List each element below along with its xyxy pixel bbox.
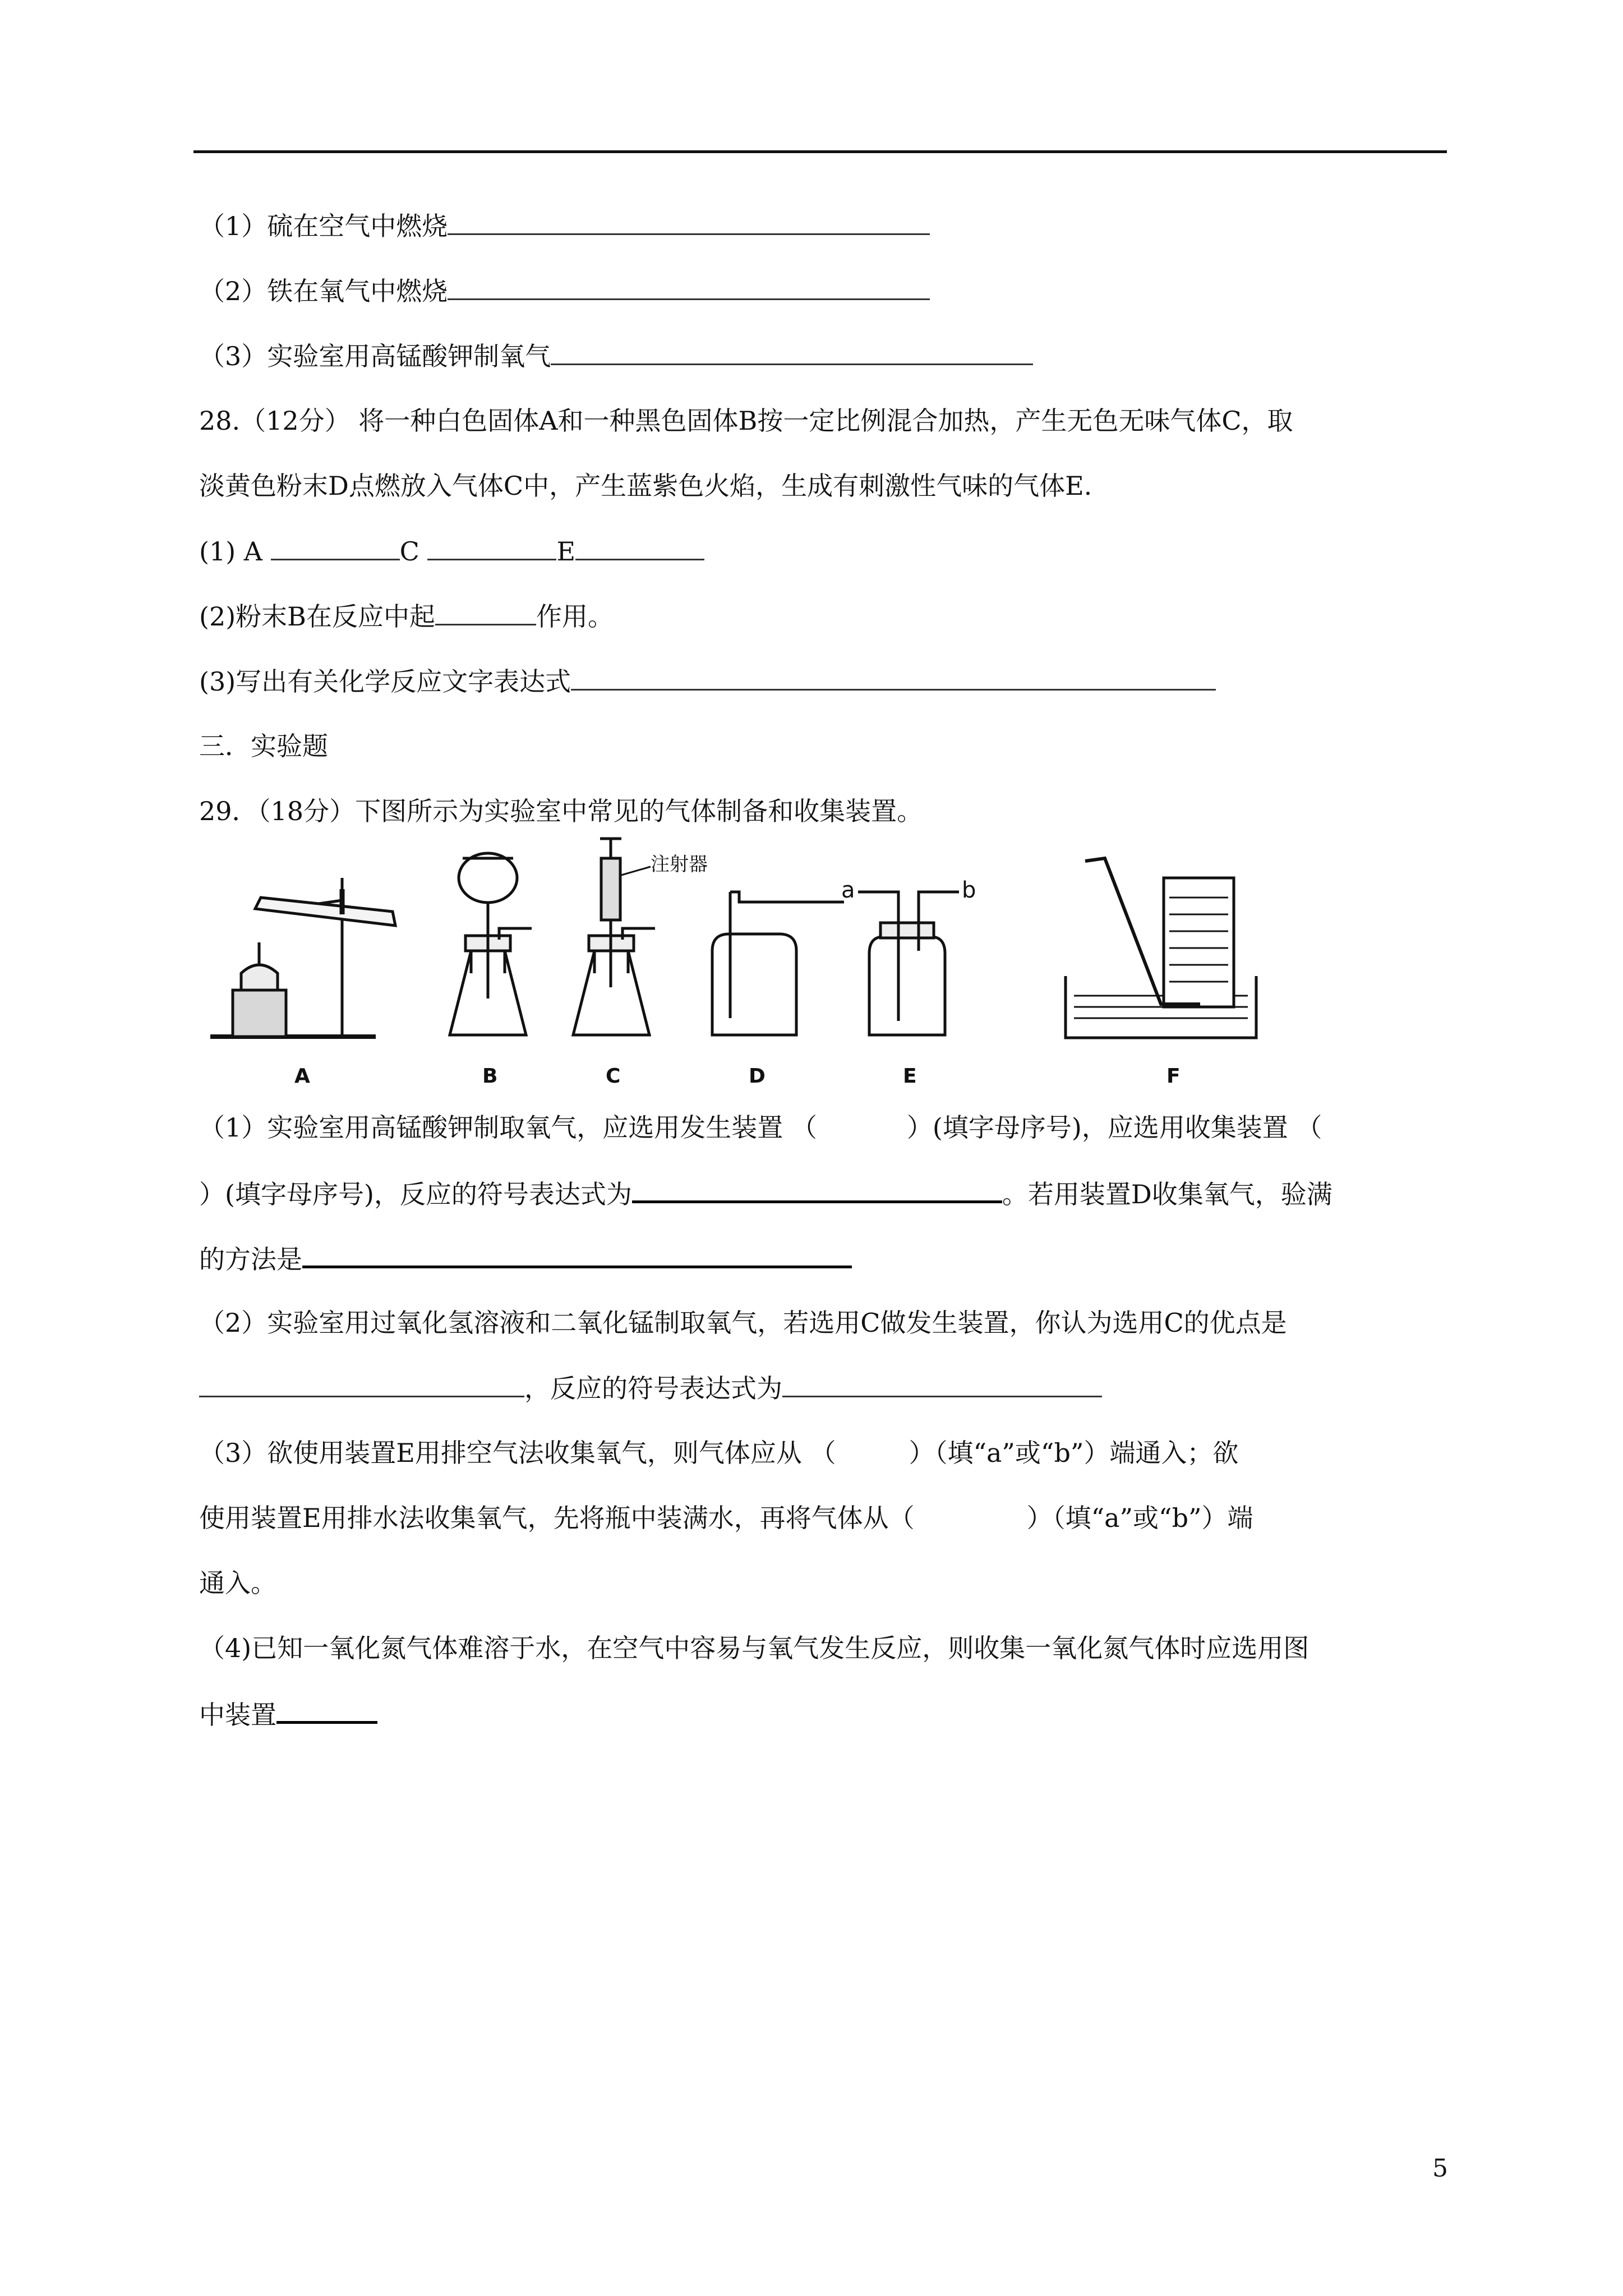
answer-blank-e[interactable]: [575, 534, 704, 560]
q29-part-1-line-1: （1）实验室用高锰酸钾制取氧气，应选用发生装置 （ ）(填字母序号)，应选用收集装置 （: [199, 1112, 1322, 1143]
q29-stem: 29．（18分）下图所示为实验室中常见的气体制备和收集装置。: [199, 796, 923, 826]
q29-part-3-line-1: （3）欲使用装置E用排空气法收集氧气，则气体应从 （ ）（填“a”或“b”）端通入；欲: [199, 1438, 1239, 1468]
apparatus-d-illustration: [712, 892, 844, 1035]
q29-part-2-line-1: （2）实验室用过氧化氢溶液和二氧化锰制取氧气，若选用C做发生装置，你认为选用C的优点是: [199, 1308, 1287, 1338]
q28-sub-3: (3)写出有关化学反应文字表达式: [199, 664, 1216, 698]
answer-blank[interactable]: [571, 664, 1216, 691]
header-rule: [193, 150, 1447, 153]
q28-stem-line-2: 淡黄色粉末D点燃放入气体C中，产生蓝紫色火焰，生成有刺激性气味的气体E.: [199, 471, 1092, 501]
q29-part-4-line-2: 中装置: [199, 1696, 377, 1732]
q27-item-3: （3）实验室用高锰酸钾制氧气: [199, 339, 1033, 373]
answer-blank-a[interactable]: [271, 534, 400, 560]
q29-part-3-line-3: 通入。: [199, 1568, 276, 1598]
page-number: 5: [1432, 2154, 1448, 2183]
answer-blank[interactable]: [782, 1371, 1102, 1397]
port-b-label: b: [962, 877, 976, 903]
answer-blank[interactable]: [551, 339, 1033, 365]
q28-sub-1: (1) A C E: [199, 534, 704, 568]
answer-blank[interactable]: [199, 1371, 524, 1397]
apparatus-figure: [208, 836, 1273, 1099]
answer-blank[interactable]: [276, 1696, 377, 1724]
syringe-label: 注射器: [651, 853, 708, 876]
apparatus-f-illustration: [1066, 858, 1256, 1038]
answer-blank[interactable]: [448, 274, 930, 300]
apparatus-label-b: B: [482, 1065, 498, 1088]
port-a-label: a: [841, 877, 855, 903]
apparatus-label-a: A: [294, 1065, 310, 1088]
apparatus-label-c: C: [606, 1065, 621, 1088]
answer-blank-c[interactable]: [427, 534, 556, 560]
q27-item-1: （1）硫在空气中燃烧: [199, 209, 930, 243]
answer-blank[interactable]: [632, 1176, 1002, 1203]
q29-part-2-line-2: ，反应的符号表达式为: [199, 1371, 1102, 1405]
q27-item-2: （2）铁在氧气中燃烧: [199, 274, 930, 308]
answer-blank[interactable]: [435, 599, 536, 625]
q29-part-1-line-2: ）(填字母序号)，反应的符号表达式为 。若用装置D收集氧气，验满: [199, 1176, 1332, 1211]
apparatus-b-illustration: [450, 853, 532, 1035]
answer-blank[interactable]: [302, 1241, 852, 1268]
q29-part-4-line-1: （4)已知一氧化氮气体难溶于水，在空气中容易与氧气发生反应，则收集一氧化氮气体时应选用图: [199, 1633, 1310, 1663]
q28-stem-line-1: 28.（12分） 将一种白色固体A和一种黑色固体B按一定比例混合加热，产生无色无味气体C，取: [199, 406, 1293, 436]
apparatus-c-illustration: [573, 839, 655, 1035]
answer-blank[interactable]: [448, 209, 930, 235]
apparatus-label-e: E: [903, 1065, 917, 1088]
q29-part-3-line-2: 使用装置E用排水法收集氧气，先将瓶中装满水，再将气体从（ ）（填“a”或“b”）端: [199, 1503, 1253, 1533]
q29-part-1-line-3: 的方法是: [199, 1241, 852, 1276]
apparatus-e-illustration: [858, 892, 959, 1035]
section-title: 三．实验题: [199, 731, 328, 761]
apparatus-a-illustration: [210, 878, 395, 1037]
apparatus-label-f: F: [1166, 1065, 1181, 1088]
q28-sub-2: (2)粉末B在反应中起 作用。: [199, 599, 614, 633]
apparatus-label-d: D: [749, 1065, 766, 1088]
